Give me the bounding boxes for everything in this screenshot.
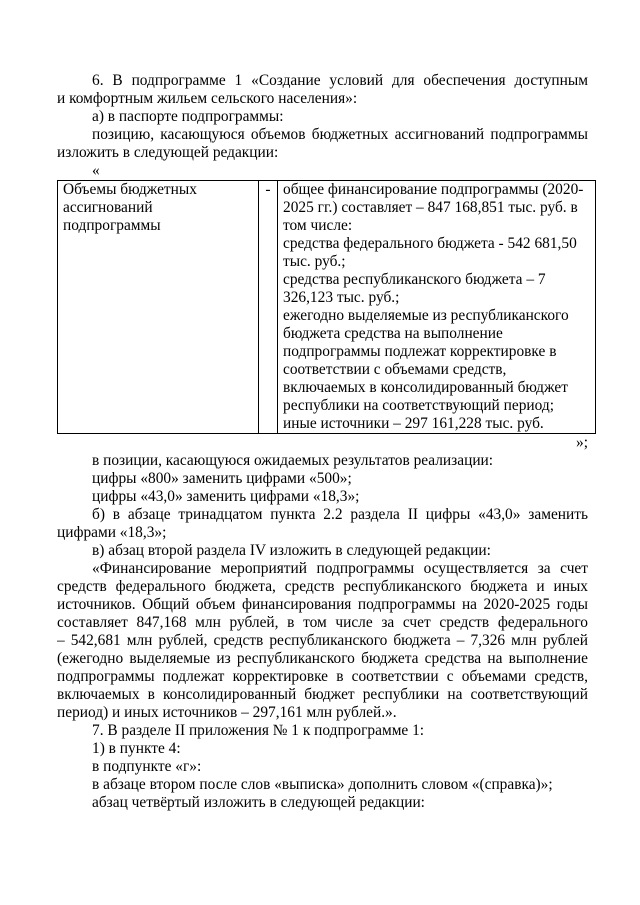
paragraph-line: изложить в следующей редакции: bbox=[57, 144, 279, 161]
paragraph-line: цифры «800» заменить цифрами «500»; bbox=[92, 470, 352, 487]
table-cell-title bbox=[58, 181, 259, 434]
paragraph-a: а) в паспорте подпрограммы: bbox=[92, 108, 284, 125]
paragraph-line: в абзаце втором после слов «выписка» дополнить словом «(справка)»; bbox=[92, 776, 553, 793]
paragraph-line: в) абзац второй раздела IV изложить в следующей редакции: bbox=[92, 542, 491, 559]
paragraph-line: средств федерального бюджета, средств республиканского бюджета и иных bbox=[57, 578, 588, 595]
paragraph-line: 7. В разделе II приложения № 1 к подпрограмме 1: bbox=[92, 722, 425, 739]
paragraph-6 bbox=[57, 72, 588, 108]
paragraph-line: б) в абзаце тринадцатом пункта 2.2 раздела II цифры «43,0» заменить bbox=[92, 506, 588, 523]
position-paragraph bbox=[57, 126, 588, 162]
cell-line: бюджета средства на выполнение bbox=[283, 325, 503, 342]
budget-table bbox=[57, 180, 596, 434]
cell-line: иные источники – 297 161,228 тыс. руб. bbox=[283, 415, 544, 432]
cell-line: Объемы бюджетных bbox=[63, 181, 197, 198]
table-cell-dash: - bbox=[259, 181, 278, 434]
paragraph-line: (ежегодно выделяемые из республиканского бюджета средства на выполнение bbox=[57, 650, 588, 667]
paragraph-line: цифрами «18,3»; bbox=[57, 524, 167, 541]
cell-line: ежегодно выделяемые из республиканского bbox=[283, 307, 569, 324]
cell-line: соответствии с объемами средств, bbox=[283, 361, 507, 378]
document-page bbox=[57, 72, 588, 812]
cell-line: ассигнований подпрограммы bbox=[63, 199, 161, 234]
paragraph-line: и комфортным жильем сельского населения»: bbox=[57, 90, 358, 107]
paragraph-line: в подпункте «г»: bbox=[92, 758, 202, 775]
cell-line: средства федерального бюджета - 542 681,50 bbox=[283, 235, 577, 252]
amendments-body bbox=[57, 452, 588, 812]
cell-line: общее финансирование подпрограммы (2020- bbox=[283, 181, 584, 198]
paragraph-line: в позиции, касающуюся ожидаемых результатов реализации: bbox=[92, 452, 494, 469]
table-row bbox=[58, 181, 596, 434]
paragraph-line: – 542,681 млн рублей, средств республиканского бюджета – 7,326 млн рублей bbox=[57, 632, 588, 649]
cell-line: тыс. руб.; bbox=[283, 253, 346, 270]
cell-line: подпрограммы подлежат корректировке в bbox=[283, 343, 557, 360]
paragraph-line: позицию, касающуюся объемов бюджетных ассигнований подпрограммы bbox=[92, 126, 588, 143]
paragraph-line: «Финансирование мероприятий подпрограммы осуществляется за счет bbox=[92, 560, 588, 577]
paragraph-line: составляет 847,168 млн рублей, в том числе за счет средств федерального bbox=[57, 614, 588, 631]
paragraph-line: 1) в пункте 4: bbox=[92, 740, 181, 757]
paragraph-line: источников. Общий объем финансирования подпрограммы на 2020-2025 годы bbox=[57, 596, 588, 613]
cell-line: 2025 гг.) составляет – 847 168,851 тыс. руб. в bbox=[283, 199, 578, 216]
close-quote: »; bbox=[576, 434, 588, 451]
cell-line: том числе: bbox=[283, 217, 353, 234]
cell-line: республики на соответствующий период; bbox=[283, 397, 554, 414]
table-cell-content bbox=[278, 181, 596, 434]
paragraph-line: абзац четвёртый изложить в следующей редакции: bbox=[92, 794, 425, 811]
paragraph-line: 6. В подпрограмме 1 «Создание условий для обеспечения доступным bbox=[92, 72, 588, 89]
cell-line: включаемых в консолидированный бюджет bbox=[283, 379, 568, 396]
paragraph-line: включаемых в консолидированный бюджет республики на соответствующий bbox=[57, 686, 588, 703]
cell-line: 326,123 тыс. руб.; bbox=[283, 289, 400, 306]
paragraph-line: период) и иных источников – 297,161 млн рублей.». bbox=[57, 704, 397, 721]
cell-line: средства республиканского бюджета – 7 bbox=[283, 271, 546, 288]
open-quote: « bbox=[92, 162, 100, 179]
paragraph-line: цифры «43,0» заменить цифрами «18,3»; bbox=[92, 488, 360, 505]
paragraph-line: подпрограммы подлежат корректировке в соответствии с объемами средств, bbox=[57, 668, 588, 685]
